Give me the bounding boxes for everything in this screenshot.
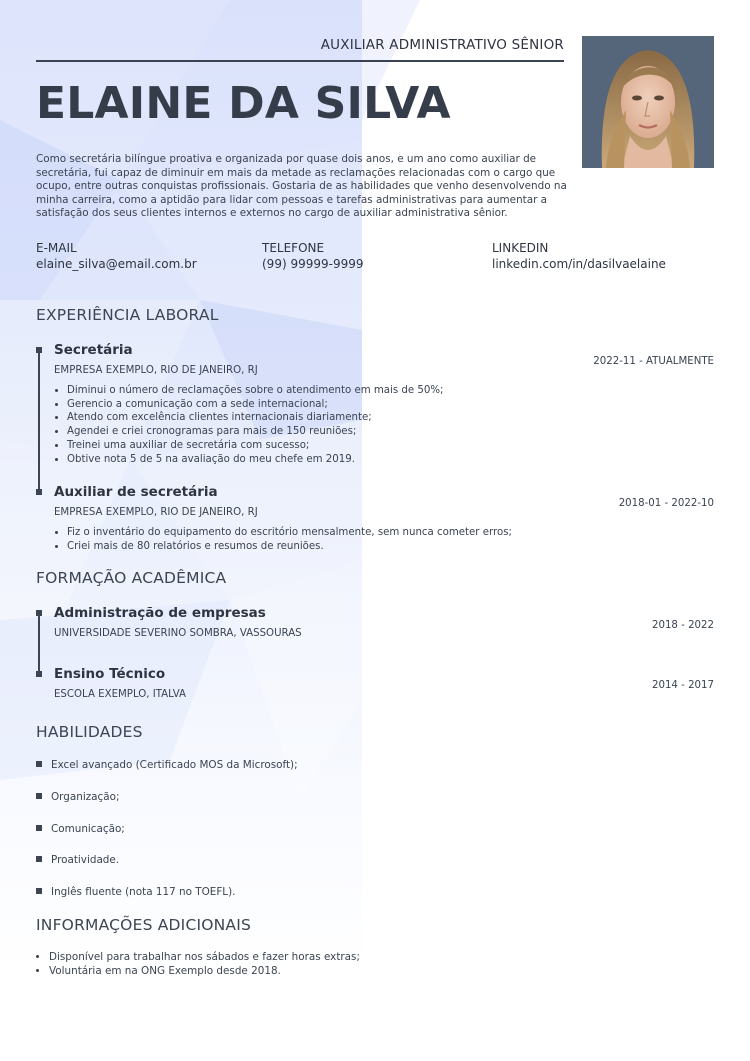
email-value: elaine_silva@email.com.br	[36, 257, 197, 271]
education-dates: 2018 - 2022	[651, 620, 714, 631]
square-bullet-icon	[36, 793, 42, 799]
additional-section-title: INFORMAÇÕES ADICIONAIS	[36, 916, 252, 934]
skill-label: Comunicação;	[51, 823, 125, 835]
experience-role: Secretária	[54, 342, 133, 358]
experience-section-title: EXPERIÊNCIA LABORAL	[36, 306, 219, 324]
square-bullet-icon	[36, 825, 42, 831]
skill-label: Proatividade.	[51, 854, 120, 866]
experience-dates: 2022-11 - ATUALMENTE	[593, 356, 714, 367]
phone-label: TELEFONE	[262, 241, 325, 255]
list-item: • Obtive nota 5 de 5 na avaliação do meu chefe em 2019.	[67, 453, 443, 467]
experience-dates: 2018-01 - 2022-10	[618, 498, 714, 509]
experience-company: EMPRESA EXEMPLO, RIO DE JANEIRO, RJ	[54, 507, 258, 518]
timeline-marker	[36, 671, 42, 677]
experience-bullets	[54, 526, 512, 553]
skills-section-title: HABILIDADES	[36, 723, 143, 741]
additional-info-list	[36, 951, 360, 979]
list-item: • Diminui o número de reclamações sobre o atendimento em mais de 50%;	[67, 384, 443, 398]
linkedin-label: LINKEDIN	[492, 241, 549, 255]
skill-item	[36, 854, 119, 866]
list-item: • Atendo com excelência clientes internacionais diariamente;	[67, 411, 443, 425]
skill-label: Excel avançado (Certificado MOS da Microsoft);	[51, 759, 298, 771]
square-bullet-icon	[36, 856, 42, 862]
linkedin-value: linkedin.com/in/dasilvaelaine	[492, 257, 666, 271]
square-bullet-icon	[36, 888, 42, 894]
candidate-name: ELAINE DA SILVA	[36, 78, 451, 129]
skill-item	[36, 886, 235, 898]
list-item: • Treinei uma auxiliar de secretária com sucesso;	[67, 439, 443, 453]
education-section-title: FORMAÇÃO ACADÊMICA	[36, 569, 227, 587]
contact-email	[36, 241, 197, 272]
education-school: ESCOLA EXEMPLO, ITALVA	[54, 689, 186, 700]
list-item: • Criei mais de 80 relatórios e resumos de reuniões.	[67, 540, 512, 554]
header-divider	[36, 60, 564, 62]
contact-linkedin	[492, 241, 666, 272]
timeline-marker	[36, 610, 42, 616]
education-school: UNIVERSIDADE SEVERINO SOMBRA, VASSOURAS	[54, 628, 302, 639]
list-item: • Disponível para trabalhar nos sábados e fazer horas extras;	[49, 951, 360, 965]
education-degree: Administração de empresas	[54, 605, 266, 621]
professional-summary: Como secretária bilíngue proativa e organizada por quase dois anos, e um ano como auxiliar de secretária, fui capaz de diminuir em mais da metade as reclamações relacionadas com o cargo que ocupo, entre outras conquistas profissionais. Gostaria de as habilidades que venho desenvolvendo na minha carreira, como a aptidão para lidar com pessoas e tarefas administrativas para aumentar a satisfação dos seus clientes internos e externos no cargo de auxiliar administrativa sênior.	[36, 153, 567, 220]
email-label: E-MAIL	[36, 241, 77, 255]
experience-role: Auxiliar de secretária	[54, 484, 218, 500]
skill-item	[36, 791, 119, 803]
skill-label: Organização;	[51, 791, 120, 803]
list-item: • Fiz o inventário do equipamento do escritório mensalmente, sem nunca cometer erros;	[67, 526, 512, 540]
phone-value: (99) 99999-9999	[262, 257, 364, 271]
education-timeline	[38, 613, 40, 675]
education-dates: 2014 - 2017	[651, 680, 714, 691]
profile-photo	[582, 36, 714, 168]
experience-bullets	[54, 384, 443, 466]
list-item: • Gerencio a comunicação com a sede internacional;	[67, 398, 443, 412]
job-title: AUXILIAR ADMINISTRATIVO SÊNIOR	[320, 37, 564, 53]
skill-item	[36, 823, 125, 835]
timeline-marker	[36, 489, 42, 495]
list-item: • Voluntária em na ONG Exemplo desde 2018.	[49, 965, 360, 979]
list-item: • Agendei e criei cronogramas para mais de 150 reuniões;	[67, 425, 443, 439]
skill-item	[36, 759, 298, 771]
timeline-marker	[36, 347, 42, 353]
square-bullet-icon	[36, 761, 42, 767]
experience-company: EMPRESA EXEMPLO, RIO DE JANEIRO, RJ	[54, 365, 258, 376]
education-degree: Ensino Técnico	[54, 666, 166, 682]
experience-timeline	[38, 350, 40, 494]
skill-label: Inglês fluente (nota 117 no TOEFL).	[51, 886, 236, 898]
contact-phone	[262, 241, 364, 272]
